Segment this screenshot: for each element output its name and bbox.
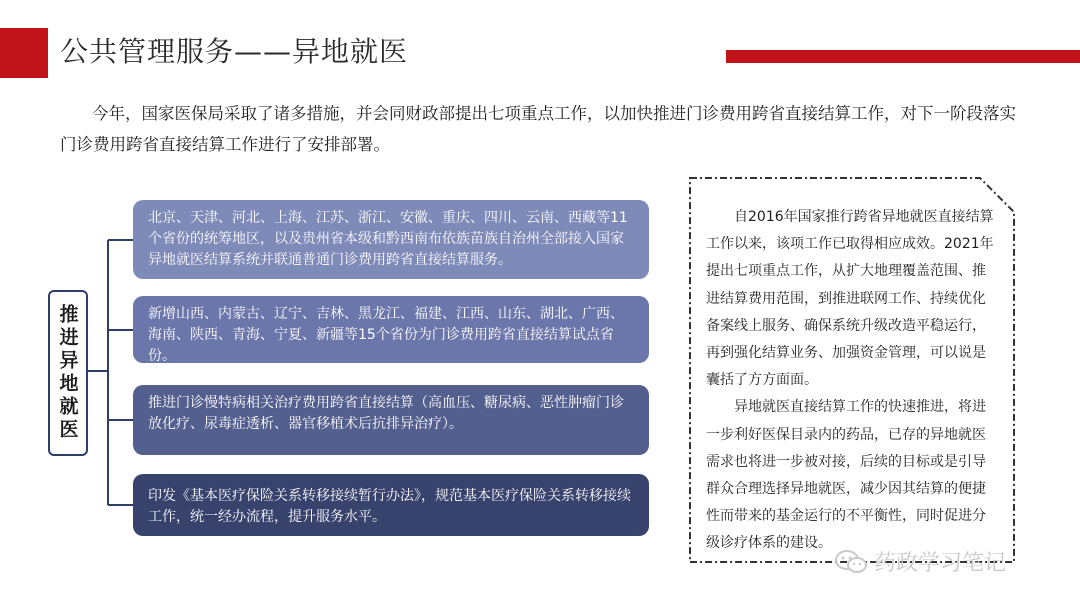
watermark	[834, 546, 1006, 577]
note-paragraph-2: 异地就医直接结算工作的快速推进，将进一步利好医保目录内的药品，已存的异地就医需求也将进一步被对接，后续的目标或是引导群众合理选择异地就医，减少因其结算的便捷性而带来的基金运行的不平衡性，同时促进分级诊疗体系的建设。	[706, 399, 986, 552]
mindmap-card-2: 新增山西、内蒙古、辽宁、吉林、黑龙江、福建、江西、山东、湖北、广西、海南、陕西、青海、宁夏、新疆等15个省份为门诊费用跨省直接结算试点省份。	[133, 296, 649, 363]
note-box	[690, 178, 1016, 560]
mindmap-card-1: 北京、天津、河北、上海、江苏、浙江、安徽、重庆、四川、云南、西藏等11个省份的统筹地区，以及贵州省本级和黔西南布依族苗族自治州全部接入国家异地就医结算系统并联通普通门诊费用跨省直接结算服务。	[133, 200, 649, 279]
mindmap-card-3: 推进门诊慢特病相关治疗费用跨省直接结算（高血压、糖尿病、恶性肿瘤门诊放化疗、尿毒症透析、器官移植术后抗排异治疗）。	[133, 385, 649, 455]
intro-paragraph: 今年，国家医保局采取了诸多措施，并会同财政部提出七项重点工作，以加快推进门诊费用跨省直接结算工作，对下一阶段落实门诊费用跨省直接结算工作进行了安排部署。	[60, 104, 1016, 154]
page-title: 公共管理服务——异地就医	[60, 35, 409, 68]
watermark-text: 药政学习笔记	[874, 551, 1007, 576]
mindmap-card-4: 印发《基本医疗保险关系转移接续暂行办法》，规范基本医疗保险关系转移接续工作，统一经办流程，提升服务水平。	[133, 474, 649, 536]
mindmap-root-label: 推进异地就医	[56, 304, 79, 442]
wechat-icon	[834, 549, 868, 575]
note-paragraph-1: 自2016年国家推行跨省异地就医直接结算工作以来，该项工作已取得相应成效。2021年提出七项重点工作，从扩大地理覆盖范围、推进结算费用范围，到推进联网工作、持续优化备案线上服务、确保系统升级改造平稳运行，再到强化结算业务、加强资金管理，可以说是囊括了方方面面。	[706, 209, 994, 389]
mindmap-root-box	[48, 290, 88, 456]
